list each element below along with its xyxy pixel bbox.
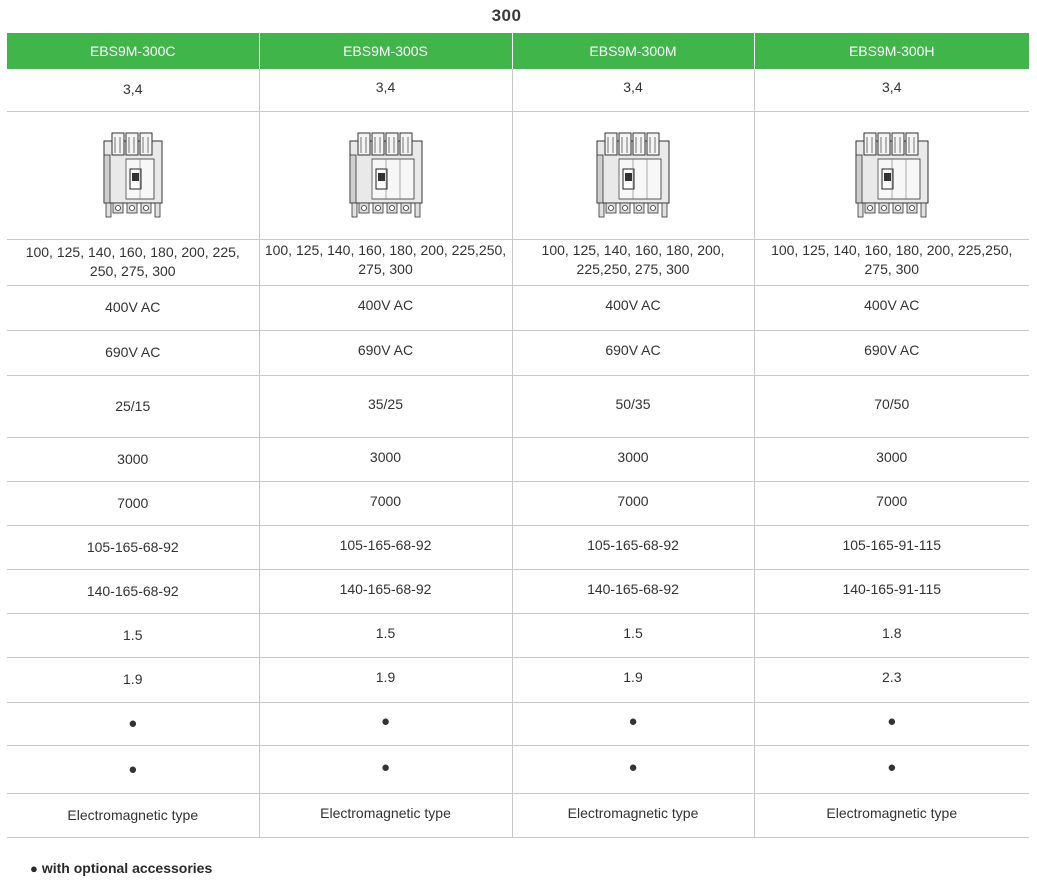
- cell-accessory-2: [512, 745, 754, 793]
- cell-poles: [754, 69, 1029, 111]
- header-row: [7, 33, 1029, 69]
- cell-mechanical-life: [512, 481, 754, 525]
- cell-weight-4p: [259, 657, 512, 702]
- table-row: [7, 330, 1029, 375]
- cell-mechanical-life: [7, 481, 259, 525]
- table-row: [7, 613, 1029, 657]
- cell-release-type: [512, 793, 754, 837]
- cell-text: 7000: [117, 494, 149, 511]
- cell-image: [512, 111, 754, 239]
- cell-text: 690V AC: [357, 342, 414, 358]
- cell-rated-impulse-voltage: [512, 330, 754, 375]
- breaker-image: [345, 129, 427, 221]
- cell-text: 1.5: [375, 624, 396, 641]
- cell-text: 1.8: [882, 624, 902, 641]
- cell-text: Electromagnetic type: [826, 804, 958, 821]
- cell-rated-current: [259, 239, 512, 285]
- column-header: EBS9M-300C: [7, 33, 259, 69]
- column-header: EBS9M-300S: [259, 33, 512, 69]
- cell-text: 140-165-91-115: [842, 580, 942, 597]
- cell-rated-insulation-voltage: [259, 285, 512, 330]
- cell-rated-impulse-voltage: [754, 330, 1029, 375]
- cell-weight-4p: [7, 657, 259, 702]
- cell-weight-3p: [754, 613, 1029, 657]
- table-row: [7, 239, 1029, 285]
- cell-weight-4p: [754, 657, 1029, 702]
- footnote-text: with optional accessories: [41, 860, 213, 876]
- cell-text: 3,4: [123, 81, 143, 98]
- cell-rated-insulation-voltage: [754, 285, 1029, 330]
- cell-dimensions-4p: [754, 569, 1029, 613]
- bullet-icon: ●: [380, 758, 391, 776]
- cell-text: 50/35: [615, 395, 651, 412]
- spec-table: [7, 33, 1029, 838]
- breaker-image: [851, 129, 933, 221]
- table-row: [7, 69, 1029, 111]
- cell-rated-insulation-voltage: [7, 285, 259, 330]
- table-row: [7, 111, 1029, 239]
- breaker-image: [99, 129, 167, 221]
- bullet-icon: ●: [887, 713, 897, 730]
- cell-poles: [259, 69, 512, 111]
- cell-dimensions-4p: [259, 569, 512, 613]
- cell-breaking-capacity: [512, 375, 754, 437]
- cell-electrical-life: [259, 437, 512, 481]
- cell-text: 140-165-68-92: [339, 580, 432, 597]
- cell-dimensions-3p: [259, 525, 512, 569]
- cell-rated-impulse-voltage: [7, 330, 259, 375]
- cell-text: 3000: [369, 448, 402, 465]
- cell-accessory-1: [754, 702, 1029, 745]
- cell-release-type: [754, 793, 1029, 837]
- cell-dimensions-3p: [512, 525, 754, 569]
- cell-text: 25/15: [115, 397, 151, 414]
- cell-text: 100, 125, 140, 160, 180, 200, 225,250, 275, 300: [264, 242, 507, 277]
- table-row: [7, 702, 1029, 745]
- cell-text: 7000: [876, 492, 908, 509]
- cell-text: 690V AC: [605, 342, 661, 358]
- cell-image: [259, 111, 512, 239]
- column-header: EBS9M-300H: [754, 33, 1029, 69]
- table-row: [7, 437, 1029, 481]
- table-row: [7, 375, 1029, 437]
- cell-text: 690V AC: [864, 342, 920, 358]
- cell-image: [754, 111, 1029, 239]
- cell-release-type: [259, 793, 512, 837]
- cell-electrical-life: [7, 437, 259, 481]
- cell-weight-4p: [512, 657, 754, 702]
- cell-text: 7000: [369, 492, 402, 509]
- cell-electrical-life: [754, 437, 1029, 481]
- cell-dimensions-4p: [7, 569, 259, 613]
- cell-text: 3,4: [882, 79, 902, 96]
- cell-poles: [7, 69, 259, 111]
- cell-poles: [512, 69, 754, 111]
- cell-text: Electromagnetic type: [67, 806, 199, 823]
- cell-accessory-1: [7, 702, 259, 745]
- cell-text: Electromagnetic type: [320, 804, 451, 821]
- cell-accessory-1: [259, 702, 512, 745]
- table-row: [7, 481, 1029, 525]
- cell-weight-3p: [512, 613, 754, 657]
- cell-accessory-2: [7, 745, 259, 793]
- table-row: [7, 657, 1029, 702]
- cell-text: 100, 125, 140, 160, 180, 200, 225,250, 275, 300: [771, 242, 1013, 277]
- cell-rated-current: [7, 239, 259, 285]
- cell-text: 105-165-68-92: [339, 536, 432, 553]
- cell-breaking-capacity: [754, 375, 1029, 437]
- cell-text: 400V AC: [864, 297, 920, 313]
- cell-accessory-2: [259, 745, 512, 793]
- cell-text: 1.5: [123, 626, 143, 643]
- cell-text: 105-165-91-115: [842, 536, 942, 553]
- table-row: [7, 745, 1029, 793]
- cell-mechanical-life: [259, 481, 512, 525]
- cell-text: 100, 125, 140, 160, 180, 200, 225,250, 275, 300: [541, 242, 725, 277]
- cell-rated-impulse-voltage: [259, 330, 512, 375]
- cell-dimensions-4p: [512, 569, 754, 613]
- cell-text: 400V AC: [605, 297, 661, 313]
- footnote: [30, 860, 212, 876]
- table-row: [7, 569, 1029, 613]
- cell-text: 1.9: [623, 669, 643, 685]
- cell-text: 105-165-68-92: [86, 538, 179, 555]
- cell-text: 1.5: [623, 624, 643, 641]
- cell-rated-current: [512, 239, 754, 285]
- cell-text: 7000: [617, 492, 649, 509]
- cell-text: 140-165-68-92: [587, 580, 679, 597]
- table-row: [7, 525, 1029, 569]
- cell-text: 3000: [117, 450, 149, 467]
- cell-electrical-life: [512, 437, 754, 481]
- cell-accessory-1: [512, 702, 754, 745]
- bullet-icon: ●: [380, 713, 391, 730]
- column-header: EBS9M-300M: [512, 33, 754, 69]
- cell-text: 690V AC: [105, 344, 161, 360]
- cell-accessory-2: [754, 745, 1029, 793]
- cell-text: 35/25: [367, 395, 404, 412]
- cell-text: 400V AC: [357, 297, 414, 313]
- breaker-image: [592, 129, 674, 221]
- cell-text: 100, 125, 140, 160, 180, 200, 225, 250, 275, 300: [25, 244, 240, 279]
- bullet-icon: ●: [628, 758, 638, 776]
- cell-text: 140-165-68-92: [86, 582, 179, 599]
- cell-text: 3,4: [375, 79, 396, 96]
- cell-text: 3000: [617, 448, 649, 465]
- cell-weight-3p: [7, 613, 259, 657]
- bullet-icon: ●: [128, 715, 138, 732]
- cell-text: 2.3: [882, 669, 902, 685]
- cell-text: 1.9: [123, 671, 143, 687]
- cell-text: 1.9: [375, 669, 396, 685]
- table-row: [7, 793, 1029, 837]
- cell-release-type: [7, 793, 259, 837]
- cell-rated-current: [754, 239, 1029, 285]
- cell-rated-insulation-voltage: [512, 285, 754, 330]
- cell-image: [7, 111, 259, 239]
- cell-text: 400V AC: [105, 299, 161, 315]
- cell-text: 3000: [876, 448, 908, 465]
- cell-text: Electromagnetic type: [567, 804, 699, 821]
- bullet-icon: ●: [128, 760, 138, 778]
- cell-dimensions-3p: [754, 525, 1029, 569]
- cell-dimensions-3p: [7, 525, 259, 569]
- cell-text: 70/50: [874, 395, 910, 412]
- table-row: [7, 285, 1029, 330]
- bullet-icon: ●: [887, 758, 897, 776]
- cell-breaking-capacity: [259, 375, 512, 437]
- cell-mechanical-life: [754, 481, 1029, 525]
- cell-breaking-capacity: [7, 375, 259, 437]
- cell-weight-3p: [259, 613, 512, 657]
- cell-text: 105-165-68-92: [587, 536, 679, 553]
- bullet-icon: ●: [628, 713, 638, 730]
- table-title: 300: [491, 6, 522, 25]
- cell-text: 3,4: [623, 79, 643, 96]
- bullet-icon: ●: [30, 861, 38, 876]
